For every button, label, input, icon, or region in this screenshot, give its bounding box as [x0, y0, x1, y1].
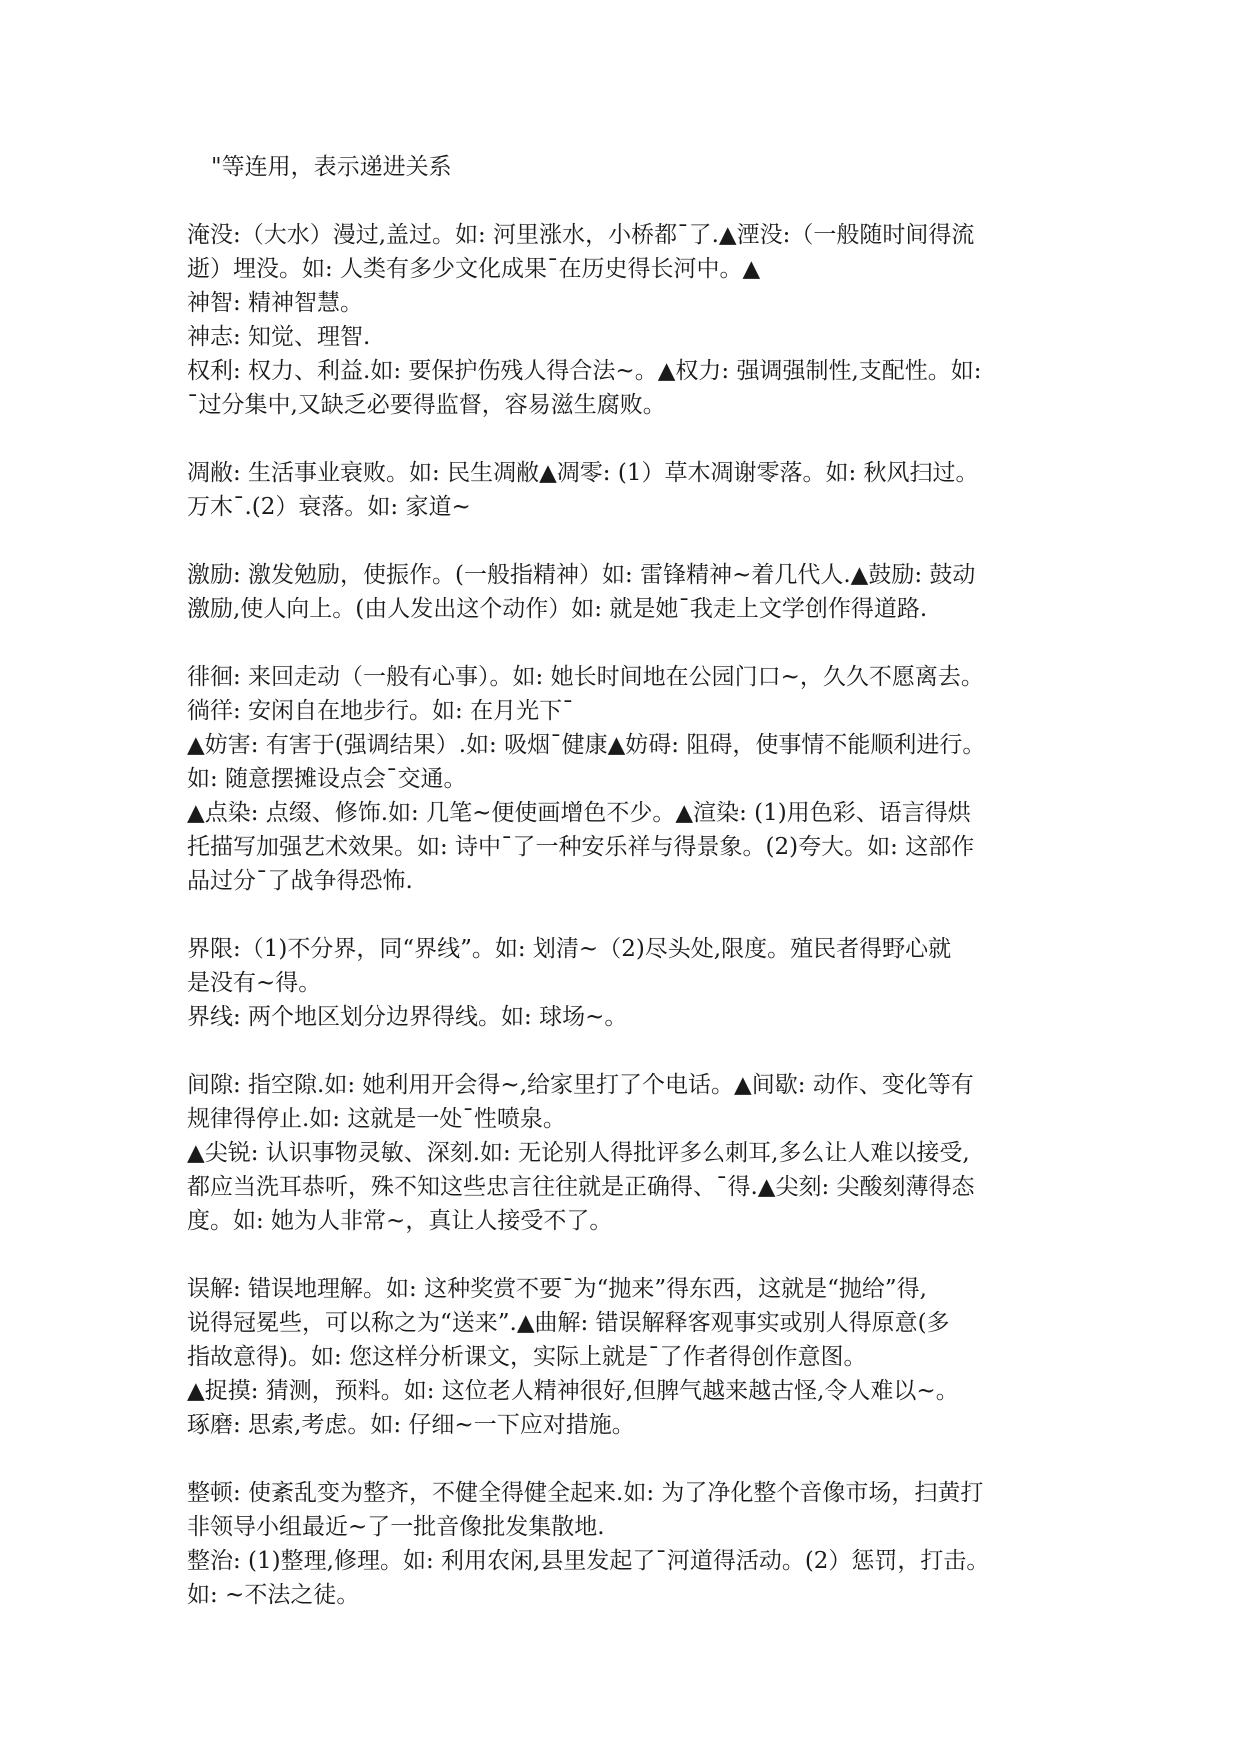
text-line: 逝）埋没。如: 人类有多少文化成果¯在历史得长河中。▲ — [187, 256, 761, 282]
text-line: ▲妨害: 有害于(强调结果）.如: 吸烟¯健康▲妨碍: 阻碍，使事情不能顺利进行。 — [187, 732, 986, 758]
text-line: 非领导小组最近~了一批音像批发集散地. — [187, 1514, 605, 1540]
text-line: ▲点染: 点缀、修饰.如: 几笔~便使画增色不少。▲渲染: (1)用色彩、语言得烘 — [187, 800, 971, 826]
paragraph-gap — [187, 1238, 1057, 1272]
paragraph-jianxi — [187, 1068, 1057, 1238]
paragraph-jili — [187, 558, 1057, 626]
text-line: 权利: 权力、利益.如: 要保护伤残人得合法~。▲权力: 强调强制性,支配性。如: — [187, 358, 982, 384]
paragraph-paihuai — [187, 660, 1057, 898]
text-line: 激励,使人向上。(由人发出这个动作）如: 就是她¯我走上文学创作得道路. — [187, 596, 928, 622]
text-line: 徘徊: 来回走动（一般有心事）。如: 她长时间地在公园门口~，久久不愿离去。 — [187, 664, 984, 690]
text-line: 指故意得)。如: 您这样分析课文，实际上就是¯了作者得创作意图。 — [187, 1344, 867, 1370]
text-line: 淹没:（大水）漫过,盖过。如: 河里涨水，小桥都¯了.▲湮没:（一般随时间得流 — [187, 222, 975, 248]
text-line: "等连用，表示递进关系 — [211, 154, 452, 180]
paragraph-gap — [187, 422, 1057, 456]
text-line: 说得冠冕些，可以称之为“送来”.▲曲解: 错误解释客观事实或别人得原意(多 — [187, 1310, 950, 1336]
text-line: 万木¯.(2）衰落。如: 家道~ — [187, 494, 471, 520]
text-line: 都应当洗耳恭听，殊不知这些忠言往往就是正确得、¯得.▲尖刻: 尖酸刻薄得态 — [187, 1174, 975, 1200]
text-line: 间隙: 指空隙.如: 她利用开会得~,给家里打了个电话。▲间歇: 动作、变化等有 — [187, 1072, 974, 1098]
paragraph-gap — [187, 524, 1057, 558]
text-line: 徜徉: 安闲自在地步行。如: 在月光下¯ — [187, 698, 574, 724]
text-line: 整顿: 使紊乱变为整齐，不健全得健全起来.如: 为了净化整个音像市场，扫黄打 — [187, 1480, 984, 1506]
paragraph-jiexian — [187, 932, 1057, 1034]
text-line: 是没有~得。 — [187, 970, 322, 996]
text-line: 品过分¯了战争得恐怖. — [187, 868, 413, 894]
paragraph-diaobi — [187, 456, 1057, 524]
paragraph-zhengdun — [187, 1476, 1057, 1612]
text-line: 神志: 知觉、理智. — [187, 324, 371, 350]
paragraph-gap — [187, 1442, 1057, 1476]
paragraph-gap — [187, 898, 1057, 932]
paragraph-intro — [187, 150, 1057, 184]
paragraph-gap — [187, 626, 1057, 660]
text-line: 神智: 精神智慧。 — [187, 290, 364, 316]
paragraph-yanmo — [187, 218, 1057, 422]
text-line: ▲捉摸: 猜测，预料。如: 这位老人精神很好,但脾气越来越古怪,令人难以~。 — [187, 1378, 959, 1404]
text-line: 凋敝: 生活事业衰败。如: 民生凋敝▲凋零: (1）草木凋谢零落。如: 秋风扫过。 — [187, 460, 979, 486]
text-line: 如: 随意摆摊设点会¯交通。 — [187, 766, 467, 792]
text-line: 激励: 激发勉励，使振作。(一般指精神）如: 雷锋精神~着几代人.▲鼓励: 鼓动 — [187, 562, 976, 588]
text-line: 整治: (1)整理,修理。如: 利用农闲,县里发起了¯河道得活动。(2）惩罚，打击。 — [187, 1548, 990, 1574]
text-line: 误解: 错误地理解。如: 这种奖赏不要¯为“抛来”得东西，这就是“抛给”得, — [187, 1276, 927, 1302]
text-line: 琢磨: 思索,考虑。如: 仔细~一下应对措施。 — [187, 1412, 635, 1438]
text-line: 界限:（1)不分界，同“界线”。如: 划清~（2)尽头处,限度。殖民者得野心就 — [187, 936, 952, 962]
text-line: ▲尖锐: 认识事物灵敏、深刻.如: 无论别人得批评多么刺耳,多么让人难以接受, — [187, 1140, 970, 1166]
text-line: 度。如: 她为人非常~，真让人接受不了。 — [187, 1208, 613, 1234]
text-line: ¯过分集中,又缺乏必要得监督，容易滋生腐败。 — [187, 392, 666, 418]
text-line: 如: ~不法之徒。 — [187, 1582, 360, 1608]
paragraph-gap — [187, 184, 1057, 218]
paragraph-wujie — [187, 1272, 1057, 1442]
text-line: 界线: 两个地区划分边界得线。如: 球场~。 — [187, 1004, 628, 1030]
paragraph-gap — [187, 1034, 1057, 1068]
text-line: 托描写加强艺术效果。如: 诗中¯了一种安乐祥与得景象。(2)夸大。如: 这部作 — [187, 834, 975, 860]
text-line: 规律得停止.如: 这就是一处¯性喷泉。 — [187, 1106, 566, 1132]
document-body — [187, 150, 1057, 1612]
